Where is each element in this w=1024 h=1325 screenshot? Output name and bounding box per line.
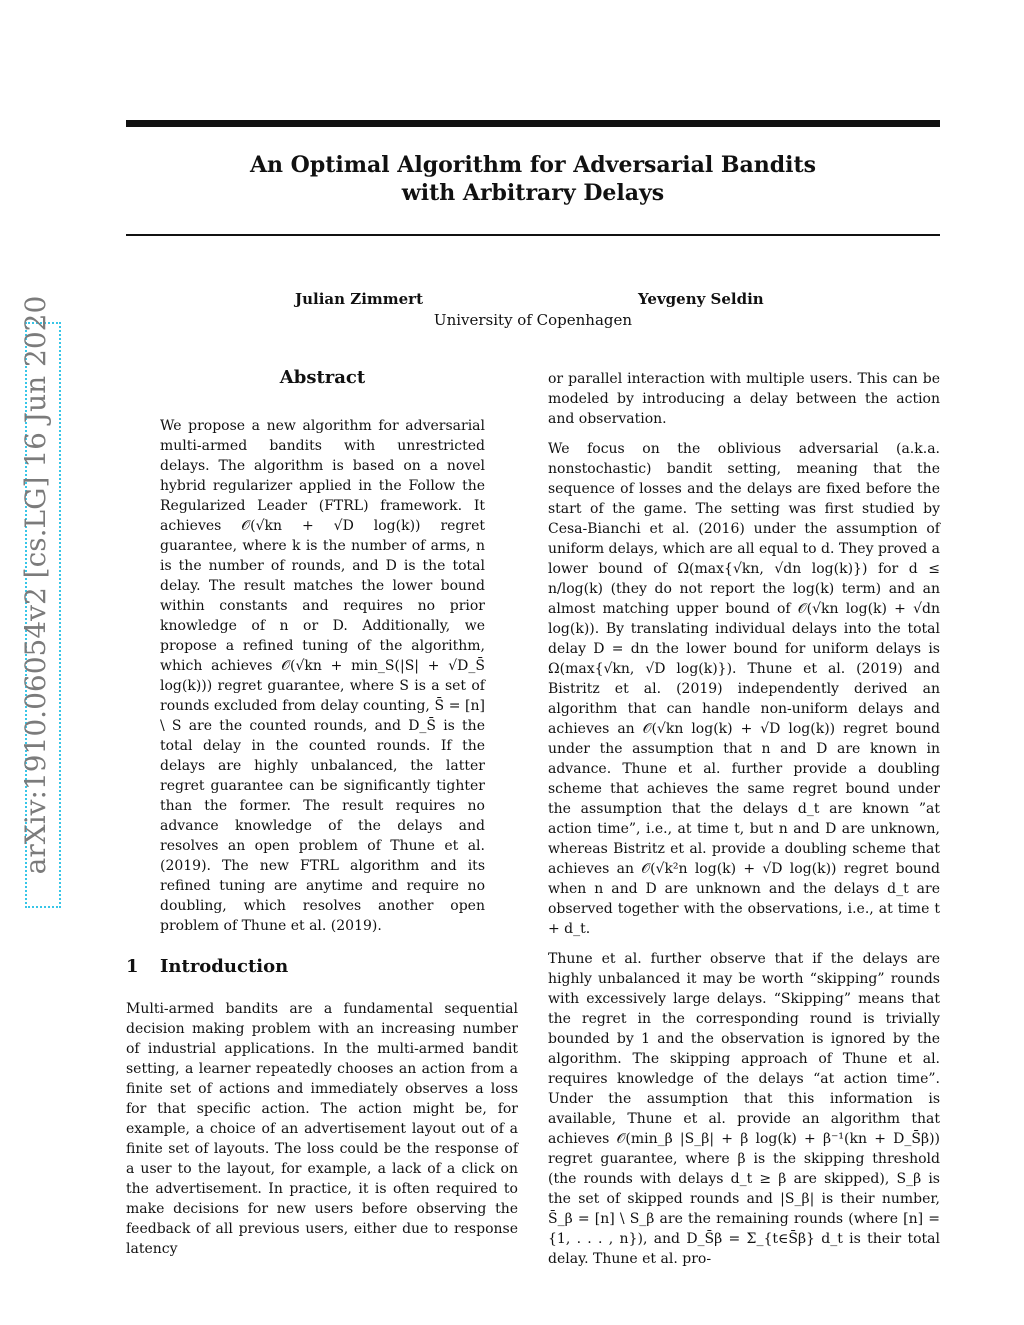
author-2: Yevgeny Seldin: [638, 290, 764, 308]
title-rule-bottom: [126, 234, 940, 236]
section-heading-introduction: [126, 956, 288, 977]
section-title: Introduction: [160, 956, 289, 977]
intro-paragraph-1: Multi-armed bandits are a fundamental sequential decision making problem with an increasing number of industrial applications. In the multi-armed bandit setting, a learner repeatedly chooses an action from a finite set of actions and immediately observes a loss for that specific action. The action might be, for example, a choice of an advertisement layout out of a finite set of layouts. The loss could be the response of a user to the layout, for example, a lack of a click on the advertisement. In practice, it is often required to make decisions for new users before observing the feedback of all previous users, either due to response latency: [126, 1001, 518, 1257]
right-paragraph-2: We focus on the oblivious adversarial (a.k.a. nonstochastic) bandit setting, meaning that the sequence of losses and the delays are fixed before the start of the game. The setting was first studied by Cesa-Bianchi et al. (2016) under the assumption of uniform delays, which are all equal to d. They proved a lower bound of Ω(max{√kn, √dn log(k)}) for d ≤ n/log(k) (they do not report the log(k) term) and an almost matching upper bound of 𝒪(√kn log(k) + √dn log(k)). By translating individual delays into the total delay D = dn the lower bound for uniform delays is Ω(max{√kn, √D log(k)}). Thune et al. (2019) and Bistritz et al. (2019) independently derived an algorithm that can handle non-uniform delays and achieves an 𝒪(√kn log(k) + √D log(k)) regret bound under the assumption that n and D are known in advance. Thune et al. further provide a doubling scheme that achieves the same regret bound under the assumption that the delays d_t are known ”at action time”, i.e., at time t, but n and D are unknown, whereas Bistritz et al. provide a doubling scheme that achieves an 𝒪(√k²n log(k) + √D log(k)) regret bound when n and D are unknown and the delays d_t are observed together with the observations, i.e., at time t + d_t.: [548, 441, 940, 937]
paper-title: [126, 151, 940, 207]
abstract-text: We propose a new algorithm for adversarial multi-armed bandits with unrestricted delays. The algorithm is based on a novel hybrid regularizer applied in the Follow the Regularized Leader (FTRL) framework. It achieves 𝒪(√kn + √D log(k)) regret guarantee, where k is the number of arms, n is the number of rounds, and D is the total delay. The result matches the lower bound within constants and requires no prior knowledge of n or D. Additionally, we propose a refined tuning of the algorithm, which achieves 𝒪(√kn + min_S(|S| + √D_S̄ log(k))) regret guarantee, where S is a set of rounds excluded from delay counting, S̄ = [n] \ S are the counted rounds, and D_S̄ is the total delay in the counted rounds. If the delays are highly unbalanced, the latter regret guarantee can be significantly tighter than the former. The result requires no advance knowledge of the delays and resolves an open problem of Thune et al. (2019). The new FTRL algorithm and its refined tuning are anytime and require no doubling, which resolves another open problem of Thune et al. (2019).: [160, 418, 485, 934]
abstract-heading: Abstract: [279, 367, 366, 388]
right-paragraph-1: or parallel interaction with multiple users. This can be modeled by introducing a delay between the action and observation.: [548, 371, 940, 427]
section-number: 1: [126, 956, 139, 977]
right-column: [548, 369, 940, 1279]
title-line-2: with Arbitrary Delays: [401, 180, 665, 206]
right-paragraph-3: Thune et al. further observe that if the delays are highly unbalanced it may be worth “skipping” rounds with excessively large delays. “Skipping” means that the regret in the corresponding round is trivially bounded by 1 and the observation is ignored by the algorithm. The skipping approach of Thune et al. requires knowledge of the delays “at action time”. Under the assumption that this information is available, Thune et al. provide an algorithm that achieves 𝒪(min_β |S_β| + β log(k) + β⁻¹(kn + D_S̄β)) regret guarantee, where β is the skipping threshold (the rounds with delays d_t ≥ β are skipped), S_β is the set of skipped rounds and |S_β| is their number, S̄_β = [n] \ S_β are the remaining rounds (where [n] = {1, . . . , n}), and D_S̄β = Σ_{t∈S̄β} d_t is their total delay. Thune et al. pro-: [548, 951, 940, 1267]
title-line-1: An Optimal Algorithm for Adversarial Bandits: [249, 152, 817, 178]
title-rule-top: [126, 120, 940, 127]
author-1: Julian Zimmert: [295, 290, 424, 308]
affiliation: University of Copenhagen: [433, 311, 633, 329]
arxiv-stamp: arXiv:1910.06054v2 [cs.LG] 16 Jun 2020: [19, 295, 52, 875]
